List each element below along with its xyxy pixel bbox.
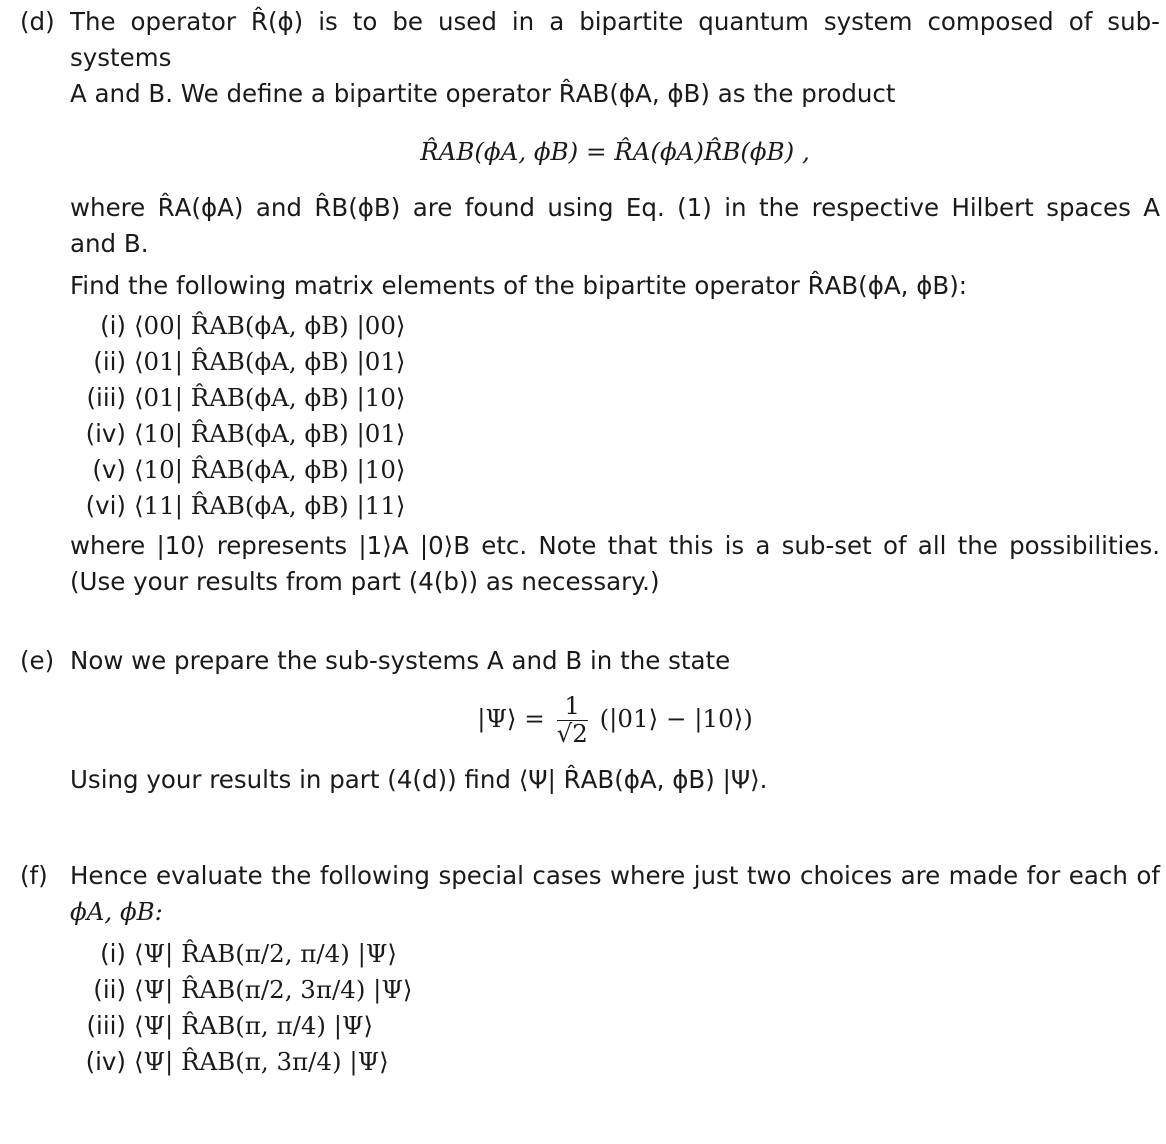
part-f	[20, 858, 1160, 1084]
state-rhs: (|01⟩ − |10⟩)	[599, 703, 753, 733]
expectation-value: ⟨Ψ| R̂AB(π, 3π/4) |Ψ⟩	[134, 1047, 389, 1076]
item-label: (ii)	[93, 975, 126, 1004]
part-d-line-7: (Use your results from part (4(b)) as necessary.)	[70, 567, 660, 596]
item-label: (v)	[92, 455, 126, 484]
part-d	[20, 4, 1160, 600]
state-lhs: |Ψ⟩ =	[477, 703, 545, 733]
item-label: (iv)	[85, 419, 126, 448]
matrix-element: ⟨10| R̂AB(ϕA, ϕB) |01⟩	[134, 419, 406, 448]
part-e-equation	[70, 693, 1160, 748]
part-d-line-2: A and B. We define a bipartite operator R̂AB(ϕA, ϕB) as the product	[70, 79, 896, 108]
part-f-label: (f)	[20, 861, 48, 890]
part-d-equation: R̂AB(ϕA, ϕB) = R̂A(ϕA)R̂B(ϕB) ,	[420, 137, 810, 166]
item-label: (iii)	[86, 1011, 126, 1040]
item-label: (iv)	[85, 1047, 126, 1076]
expectation-value: ⟨Ψ| R̂AB(π, π/4) |Ψ⟩	[134, 1011, 374, 1040]
part-d-line-1: The operator R̂(ϕ) is to be used in a bipartite quantum system composed of sub-systems	[70, 7, 1160, 72]
expectation-value: ⟨Ψ| R̂AB(π/2, 3π/4) |Ψ⟩	[134, 975, 413, 1004]
part-f-item-list	[70, 936, 1160, 1080]
part-d-item	[70, 416, 1160, 452]
item-label: (i)	[100, 311, 126, 340]
matrix-element: ⟨10| R̂AB(ϕA, ϕB) |10⟩	[134, 455, 406, 484]
part-d-line-6: where |10⟩ represents |1⟩A |0⟩B etc. Note that this is a sub-set of all the possibilities.	[70, 531, 1160, 560]
part-f-item	[70, 1008, 1160, 1044]
matrix-element: ⟨01| R̂AB(ϕA, ϕB) |10⟩	[134, 383, 406, 412]
item-label: (iii)	[86, 383, 126, 412]
part-e-label: (e)	[20, 646, 55, 675]
part-e-line-2: Using your results in part (4(d)) find ⟨Ψ| R̂AB(ϕA, ϕB) |Ψ⟩.	[70, 764, 768, 794]
fraction-numerator: 1	[557, 693, 588, 721]
part-f-item	[70, 972, 1160, 1008]
part-d-item	[70, 488, 1160, 524]
matrix-element: ⟨00| R̂AB(ϕA, ϕB) |00⟩	[134, 311, 406, 340]
fraction-denominator: √2	[556, 718, 588, 748]
item-label: (ii)	[93, 347, 126, 376]
part-d-item	[70, 380, 1160, 416]
part-d-item	[70, 344, 1160, 380]
part-f-line-2: ϕA, ϕB:	[70, 897, 163, 926]
part-d-line-3: where R̂A(ϕA) and R̂B(ϕB) are found using Eq. (1) in the respective Hilbert spaces A	[70, 193, 1160, 222]
fraction	[557, 693, 588, 748]
item-label: (vi)	[85, 491, 126, 520]
part-d-item	[70, 452, 1160, 488]
part-d-item-list	[70, 308, 1160, 524]
expectation-value: ⟨Ψ| R̂AB(π/2, π/4) |Ψ⟩	[134, 939, 397, 968]
matrix-element: ⟨01| R̂AB(ϕA, ϕB) |01⟩	[134, 347, 406, 376]
part-e	[20, 643, 1160, 798]
part-d-label: (d)	[20, 7, 55, 36]
part-f-item	[70, 936, 1160, 972]
matrix-element: ⟨11| R̂AB(ϕA, ϕB) |11⟩	[134, 491, 406, 520]
part-d-item	[70, 308, 1160, 344]
part-f-item	[70, 1044, 1160, 1080]
part-d-line-5: Find the following matrix elements of the bipartite operator R̂AB(ϕA, ϕB):	[70, 271, 968, 300]
part-f-line-1: Hence evaluate the following special cases where just two choices are made for each of	[70, 861, 1160, 890]
part-d-line-4: and B.	[70, 229, 149, 258]
item-label: (i)	[100, 939, 126, 968]
part-e-line-1: Now we prepare the sub-systems A and B in the state	[70, 646, 731, 675]
